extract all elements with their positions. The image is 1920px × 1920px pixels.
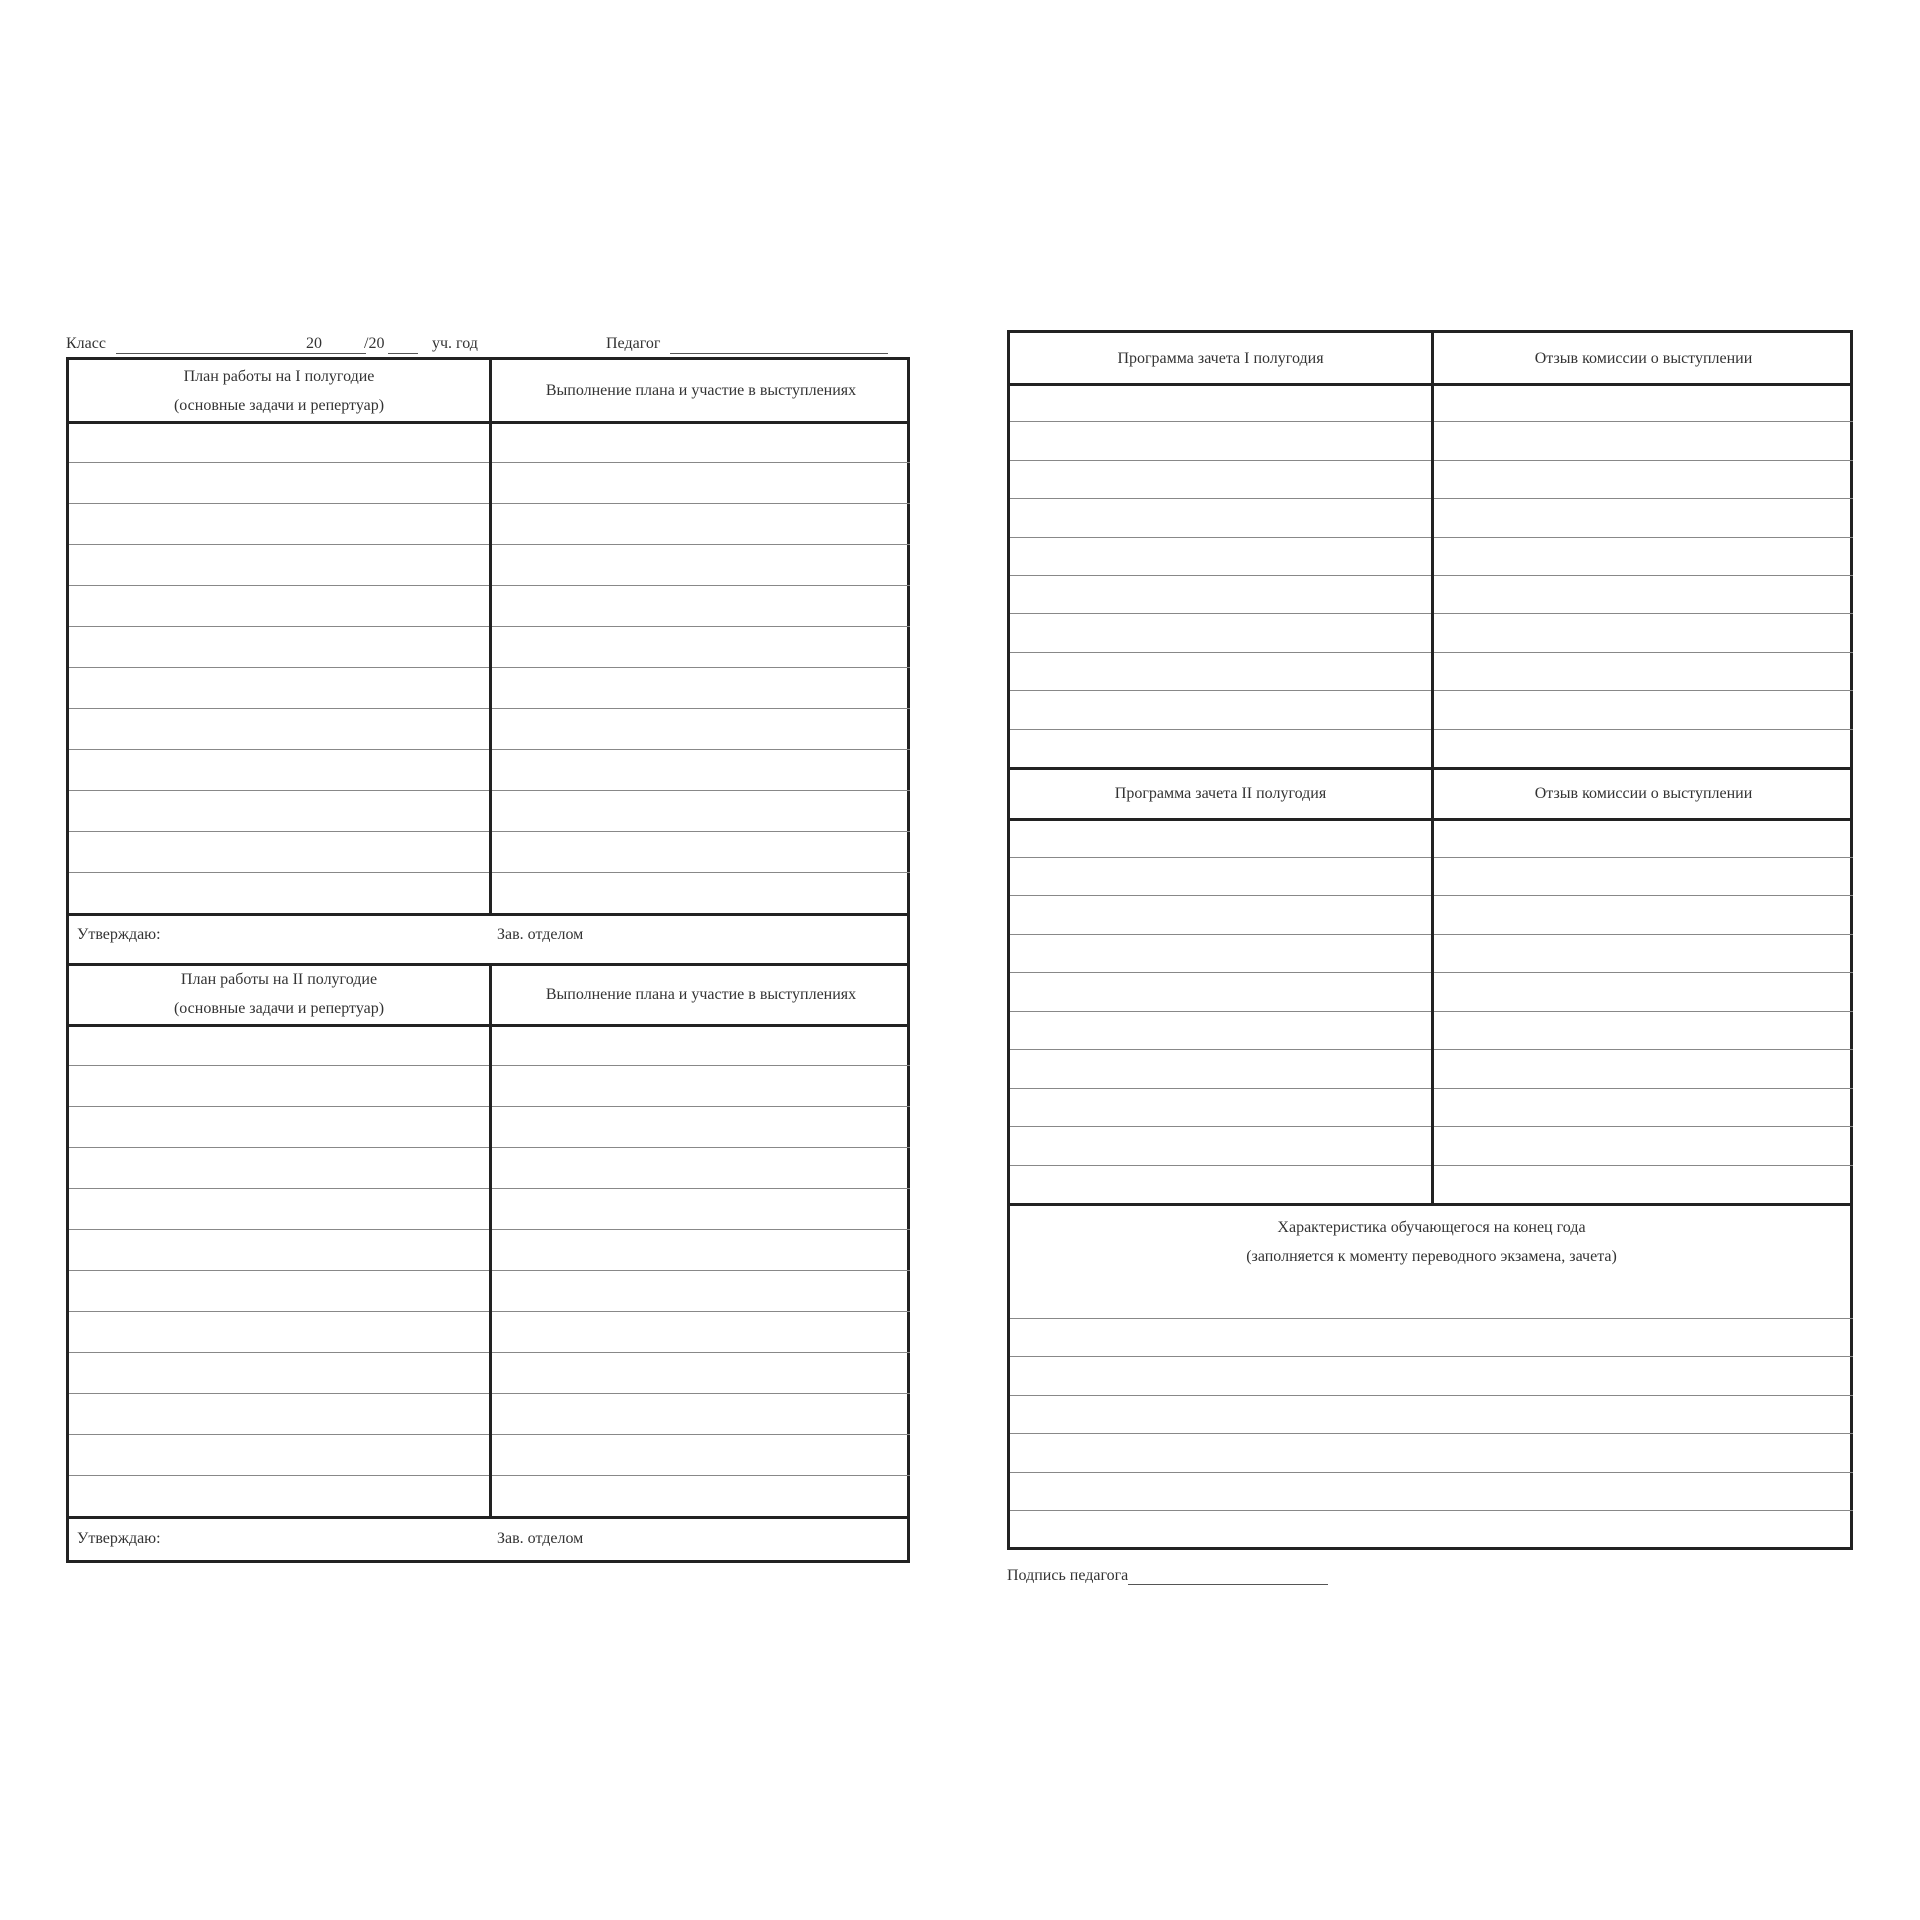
right-page-table: [1007, 330, 1853, 1550]
exam1-program-title: Программа зачета I полугодия: [1117, 349, 1324, 367]
half1-plan-subtitle: (основные задачи и репертуар): [173, 396, 385, 414]
half1-plan-title: План работы на I полугодие: [183, 367, 375, 385]
teacher-signature-line: [1007, 1566, 1328, 1585]
exam2-column-divider: [1431, 768, 1434, 1203]
characteristic-header: [1010, 1205, 1853, 1279]
exam1-program-header: [1010, 333, 1431, 383]
writing-line[interactable]: [1010, 1433, 1853, 1434]
class-label: Класс: [66, 335, 106, 352]
exam2-program-title: Программа зачета II полугодия: [1114, 784, 1327, 802]
half2-bottom-divider: [69, 1516, 910, 1519]
writing-line[interactable]: [1010, 1356, 1853, 1357]
half2-execution-header: [492, 964, 910, 1024]
half1-plan-header: [69, 360, 489, 421]
half2-plan-subtitle: (основные задачи и репертуар): [173, 1000, 385, 1017]
signature-label: Подпись педагога: [1007, 1567, 1129, 1584]
year-end: /20: [364, 335, 385, 352]
exam1-review-header: [1434, 333, 1853, 383]
year-suffix: уч. год: [432, 335, 478, 352]
class-year-teacher-line: [66, 333, 910, 357]
half1-column-divider: [489, 360, 492, 913]
year-start: 20: [306, 335, 322, 352]
half1-bottom-divider: [69, 913, 910, 916]
half1-approve-label: Утверждаю:: [77, 926, 161, 943]
half2-approve-label: Утверждаю:: [77, 1530, 161, 1547]
characteristic-title: Характеристика обучающегося на конец года: [1277, 1219, 1586, 1236]
teacher-field[interactable]: [670, 333, 888, 354]
half2-column-divider: [489, 964, 492, 1516]
half2-execution-title: Выполнение плана и участие в выступлениях: [545, 985, 857, 1003]
left-page-table: [66, 357, 910, 1563]
half2-plan-title: План работы на II полугодие: [180, 971, 378, 988]
year-start-field[interactable]: [328, 333, 358, 354]
writing-line[interactable]: [1010, 1510, 1853, 1511]
half1-head-label: Зав. отделом: [497, 926, 584, 943]
year-end-field[interactable]: [388, 333, 418, 354]
exam2-review-header: [1434, 768, 1853, 818]
half1-execution-title: Выполнение плана и участие в выступлениях: [545, 382, 857, 399]
teacher-label: Педагог: [606, 335, 661, 352]
half2-head-label: Зав. отделом: [497, 1530, 584, 1547]
exam1-review-title: Отзыв комиссии о выступлении: [1534, 349, 1753, 367]
half2-plan-header: [69, 964, 489, 1024]
writing-line[interactable]: [1010, 1318, 1853, 1319]
exam1-column-divider: [1431, 333, 1434, 767]
writing-line[interactable]: [1010, 1395, 1853, 1396]
exam2-program-header: [1010, 768, 1431, 818]
signature-field[interactable]: [1128, 1566, 1328, 1585]
writing-line[interactable]: [1010, 1472, 1853, 1473]
characteristic-subtitle: (заполняется к моменту переводного экзамена, зачета): [1246, 1248, 1617, 1265]
half1-execution-header: [492, 360, 910, 421]
exam2-review-title: Отзыв комиссии о выступлении: [1534, 784, 1753, 802]
